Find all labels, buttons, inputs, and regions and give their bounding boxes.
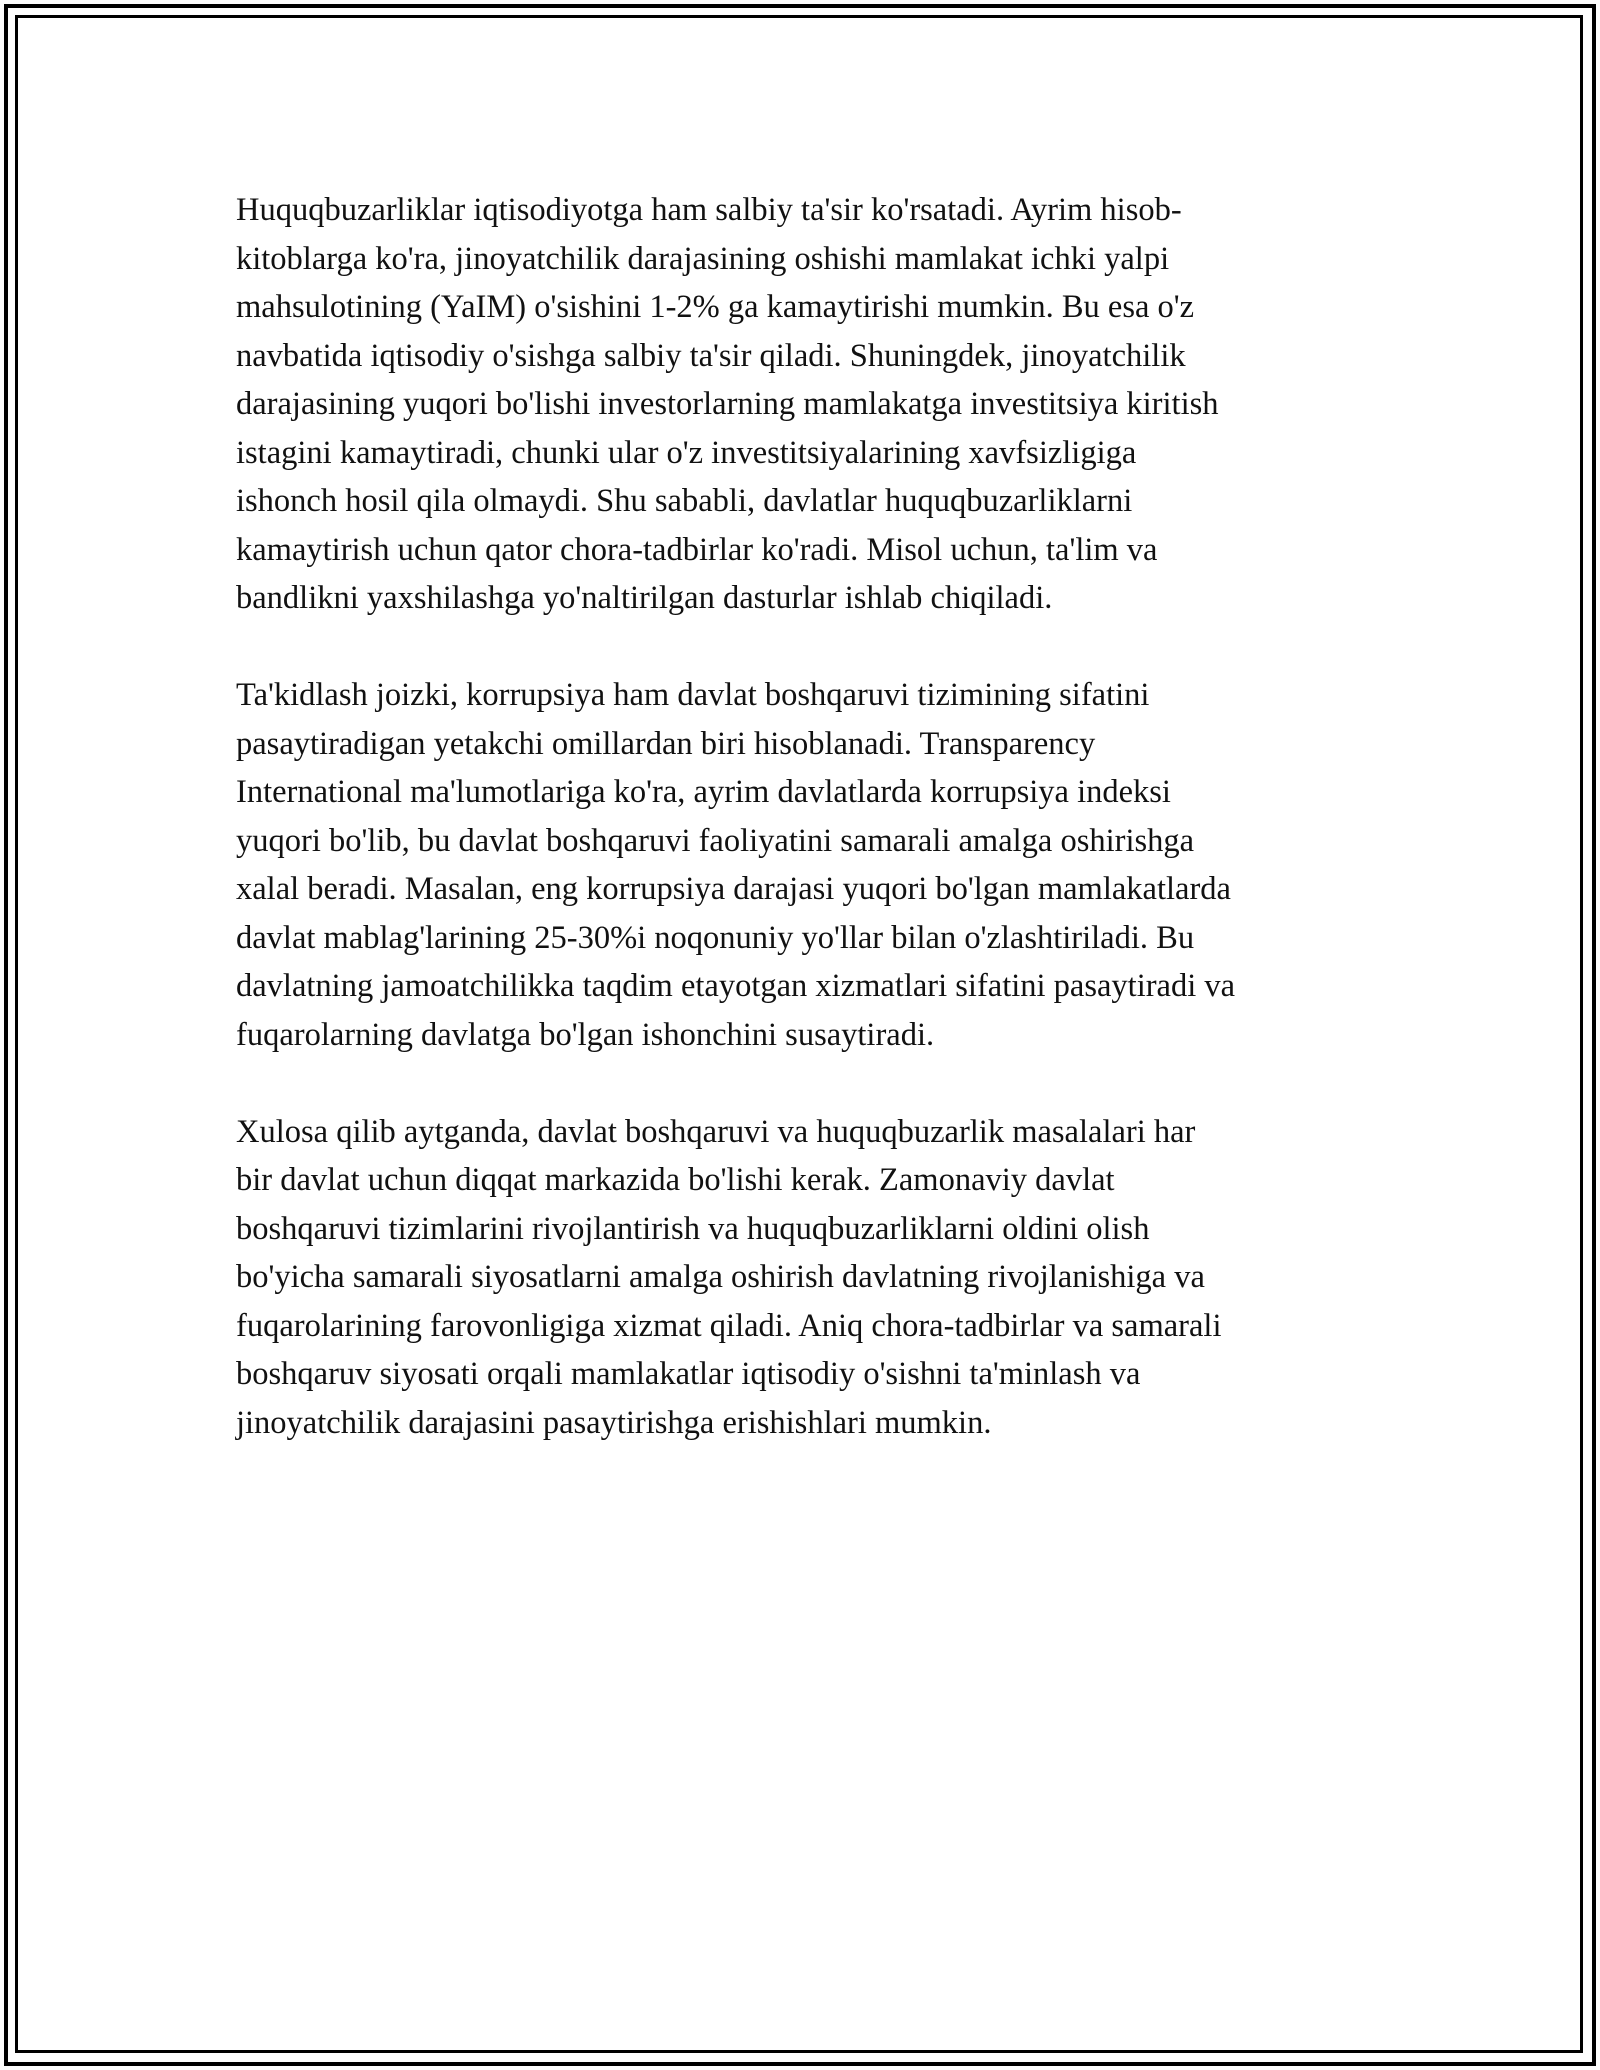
text-line: bo'yicha samarali siyosatlarni amalga oshirish davlatning rivojlanishiga va <box>236 1259 1205 1295</box>
paragraph-1 <box>236 186 1376 623</box>
paragraph-3 <box>236 1108 1376 1448</box>
text-line: Huquqbuzarliklar iqtisodiyotga ham salbiy ta'sir ko'rsatadi. Ayrim hisob- <box>236 192 1182 228</box>
paragraph-2 <box>236 671 1376 1059</box>
text-line: istagini kamaytiradi, chunki ular o'z investitsiyalarining xavfsizligiga <box>236 434 1137 471</box>
text-line: navbatida iqtisodiy o'sishga salbiy ta'sir qiladi. Shuningdek, jinoyatchilik <box>236 337 1186 374</box>
text-line: yuqori bo'lib, bu davlat boshqaruvi faoliyatini samarali amalga oshirishga <box>236 822 1195 859</box>
text-line: jinoyatchilik darajasini pasaytirishga erishishlari mumkin. <box>236 1404 992 1441</box>
text-line: davlatning jamoatchilikka taqdim etayotgan xizmatlari sifatini pasaytiradi va <box>236 968 1236 1004</box>
text-line: pasaytiradigan yetakchi omillardan biri hisoblanadi. Transparency <box>236 725 1096 762</box>
text-line: bandlikni yaxshilashga yo'naltirilgan dasturlar ishlab chiqiladi. <box>236 580 1053 616</box>
text-line: ishonch hosil qila olmaydi. Shu sababli, davlatlar huquqbuzarliklarni <box>236 483 1133 519</box>
text-line: Ta'kidlash joizki, korrupsiya ham davlat boshqaruvi tizimining sifatini <box>236 677 1150 713</box>
text-line: boshqaruvi tizimlarini rivojlantirish va huquqbuzarliklarni oldini olish <box>236 1210 1150 1247</box>
text-line: fuqarolarning davlatga bo'lgan ishonchini susaytiradi. <box>236 1016 935 1053</box>
text-line: xalal beradi. Masalan, eng korrupsiya darajasi yuqori bo'lgan mamlakatlarda <box>236 871 1231 907</box>
document-body <box>236 186 1376 1496</box>
text-line: kitoblarga ko'ra, jinoyatchilik darajasining oshishi mamlakat ichki yalpi <box>236 240 1170 277</box>
text-line: mahsulotining (YaIM) o'sishini 1-2% ga kamaytirishi mumkin. Bu esa o'z <box>236 289 1195 325</box>
text-line: kamaytirish uchun qator chora-tadbirlar ko'radi. Misol uchun, ta'lim va <box>236 531 1158 568</box>
text-line: fuqarolarining farovonligiga xizmat qiladi. Aniq chora-tadbirlar va samarali <box>236 1307 1222 1344</box>
text-line: davlat mablag'larining 25-30%i noqonuniy yo'llar bilan o'zlashtiriladi. Bu <box>236 919 1195 956</box>
text-line: darajasining yuqori bo'lishi investorlarning mamlakatga investitsiya kiritish <box>236 386 1219 422</box>
text-line: Xulosa qilib aytganda, davlat boshqaruvi va huquqbuzarlik masalalari har <box>236 1113 1196 1150</box>
text-line: bir davlat uchun diqqat markazida bo'lishi kerak. Zamonaviy davlat <box>236 1162 1115 1198</box>
text-line: International ma'lumotlariga ko'ra, ayrim davlatlarda korrupsiya indeksi <box>236 774 1171 810</box>
text-line: boshqaruv siyosati orqali mamlakatlar iqtisodiy o'sishni ta'minlash va <box>236 1356 1141 1392</box>
